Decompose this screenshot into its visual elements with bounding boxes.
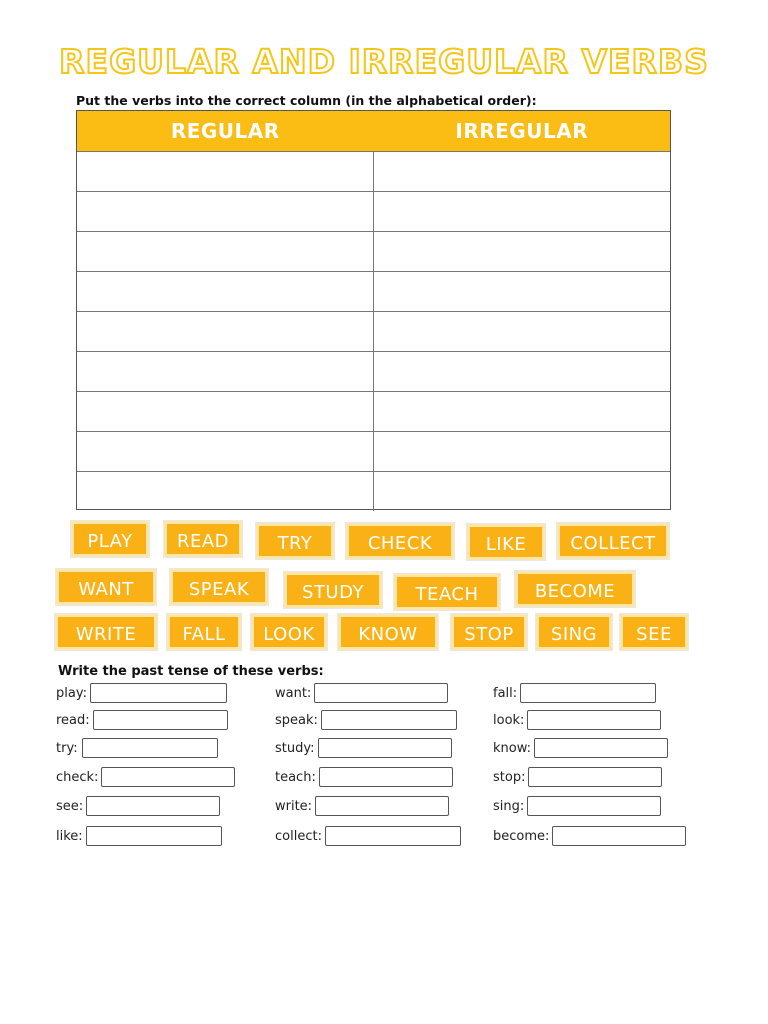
question-try bbox=[56, 738, 218, 760]
answer-field-try[interactable] bbox=[82, 738, 218, 758]
question-label: play: bbox=[56, 686, 87, 701]
question-label: see: bbox=[56, 799, 84, 814]
verb-chip-see[interactable]: SEE bbox=[620, 614, 688, 650]
question-study bbox=[275, 738, 452, 760]
answer-field-sing[interactable] bbox=[527, 796, 661, 816]
drop-cell-regular[interactable] bbox=[77, 312, 374, 351]
table-row bbox=[77, 311, 670, 351]
verb-chip-fall[interactable]: FALL bbox=[167, 614, 241, 650]
question-know bbox=[493, 738, 668, 760]
question-read bbox=[56, 710, 228, 732]
table-row bbox=[77, 151, 670, 191]
verb-chip-check[interactable]: CHECK bbox=[346, 523, 454, 559]
drop-cell-regular[interactable] bbox=[77, 392, 374, 431]
verb-chip-look[interactable]: LOOK bbox=[251, 614, 327, 650]
table-row bbox=[77, 351, 670, 391]
answer-field-know[interactable] bbox=[534, 738, 668, 758]
question-label: read: bbox=[56, 713, 90, 728]
drop-cell-regular[interactable] bbox=[77, 192, 374, 231]
answer-field-fall[interactable] bbox=[520, 683, 656, 703]
question-label: sing: bbox=[493, 799, 525, 814]
answer-field-want[interactable] bbox=[314, 683, 448, 703]
question-play bbox=[56, 683, 227, 705]
drop-cell-irregular[interactable] bbox=[374, 192, 670, 231]
verb-chip-read[interactable]: READ bbox=[164, 521, 242, 557]
header-irregular: IRREGULAR bbox=[455, 119, 589, 143]
question-label: want: bbox=[275, 686, 312, 701]
instruction-text: Put the verbs into the correct column (in the alphabetical order): bbox=[76, 93, 537, 108]
table-header bbox=[77, 111, 670, 151]
question-label: study: bbox=[275, 741, 315, 756]
verb-chip-know[interactable]: KNOW bbox=[338, 614, 438, 650]
question-label: become: bbox=[493, 829, 550, 844]
answer-field-look[interactable] bbox=[527, 710, 661, 730]
question-fall bbox=[493, 683, 656, 705]
question-write bbox=[275, 796, 449, 818]
table-row bbox=[77, 431, 670, 471]
verb-chip-write[interactable]: WRITE bbox=[55, 614, 157, 650]
question-label: like: bbox=[56, 829, 83, 844]
table-row bbox=[77, 271, 670, 311]
answer-field-speak[interactable] bbox=[321, 710, 457, 730]
verb-chip-sing[interactable]: SING bbox=[536, 614, 612, 650]
answer-field-read[interactable] bbox=[93, 710, 228, 730]
answer-field-collect[interactable] bbox=[325, 826, 461, 846]
table-row bbox=[77, 231, 670, 271]
question-label: write: bbox=[275, 799, 313, 814]
drop-cell-irregular[interactable] bbox=[374, 472, 670, 511]
header-regular: REGULAR bbox=[170, 119, 280, 143]
drop-cell-irregular[interactable] bbox=[374, 152, 670, 191]
drop-cell-regular[interactable] bbox=[77, 232, 374, 271]
question-label: fall: bbox=[493, 686, 518, 701]
table-row bbox=[77, 471, 670, 511]
drop-cell-regular[interactable] bbox=[77, 472, 374, 511]
drop-cell-regular[interactable] bbox=[77, 432, 374, 471]
question-speak bbox=[275, 710, 457, 732]
drop-cell-irregular[interactable] bbox=[374, 272, 670, 311]
table-row bbox=[77, 191, 670, 231]
page-title: REGULAR AND IRREGULAR VERBS bbox=[59, 42, 709, 81]
verb-chip-like[interactable]: LIKE bbox=[467, 524, 545, 560]
question-see bbox=[56, 796, 220, 818]
verb-chip-collect[interactable]: COLLECT bbox=[557, 523, 669, 559]
drop-cell-regular[interactable] bbox=[77, 272, 374, 311]
question-label: speak: bbox=[275, 713, 318, 728]
answer-field-write[interactable] bbox=[315, 796, 449, 816]
answer-field-stop[interactable] bbox=[528, 767, 662, 787]
verb-chip-teach[interactable]: TEACH bbox=[394, 574, 500, 610]
question-like bbox=[56, 826, 222, 848]
past-tense-heading: Write the past tense of these verbs: bbox=[58, 664, 324, 679]
table-row bbox=[77, 391, 670, 431]
answer-field-teach[interactable] bbox=[319, 767, 453, 787]
answer-field-see[interactable] bbox=[86, 796, 220, 816]
answer-field-study[interactable] bbox=[318, 738, 452, 758]
drop-cell-regular[interactable] bbox=[77, 352, 374, 391]
verb-chip-speak[interactable]: SPEAK bbox=[170, 569, 268, 605]
question-stop bbox=[493, 767, 662, 789]
drop-cell-irregular[interactable] bbox=[374, 312, 670, 351]
verb-chip-become[interactable]: BECOME bbox=[515, 571, 635, 607]
question-check bbox=[56, 767, 235, 789]
drop-cell-irregular[interactable] bbox=[374, 352, 670, 391]
verb-chip-try[interactable]: TRY bbox=[256, 523, 334, 559]
question-sing bbox=[493, 796, 661, 818]
question-teach bbox=[275, 767, 453, 789]
answer-field-become[interactable] bbox=[552, 826, 686, 846]
drop-cell-irregular[interactable] bbox=[374, 432, 670, 471]
drop-cell-irregular[interactable] bbox=[374, 392, 670, 431]
question-collect bbox=[275, 826, 461, 848]
drop-cell-regular[interactable] bbox=[77, 152, 374, 191]
question-want bbox=[275, 683, 448, 705]
answer-field-play[interactable] bbox=[90, 683, 227, 703]
question-look bbox=[493, 710, 661, 732]
question-become bbox=[493, 826, 686, 848]
question-label: know: bbox=[493, 741, 532, 756]
answer-field-check[interactable] bbox=[101, 767, 235, 787]
question-label: stop: bbox=[493, 770, 526, 785]
question-label: collect: bbox=[275, 829, 322, 844]
verb-chip-want[interactable]: WANT bbox=[56, 569, 156, 605]
verb-chip-study[interactable]: STUDY bbox=[284, 572, 382, 608]
question-label: check: bbox=[56, 770, 99, 785]
verb-chip-stop[interactable]: STOP bbox=[451, 614, 527, 650]
answer-field-like[interactable] bbox=[86, 826, 222, 846]
question-label: try: bbox=[56, 741, 78, 756]
drop-cell-irregular[interactable] bbox=[374, 232, 670, 271]
question-label: look: bbox=[493, 713, 525, 728]
verb-chip-play[interactable]: PLAY bbox=[71, 521, 149, 557]
question-label: teach: bbox=[275, 770, 316, 785]
sort-table bbox=[76, 110, 671, 510]
